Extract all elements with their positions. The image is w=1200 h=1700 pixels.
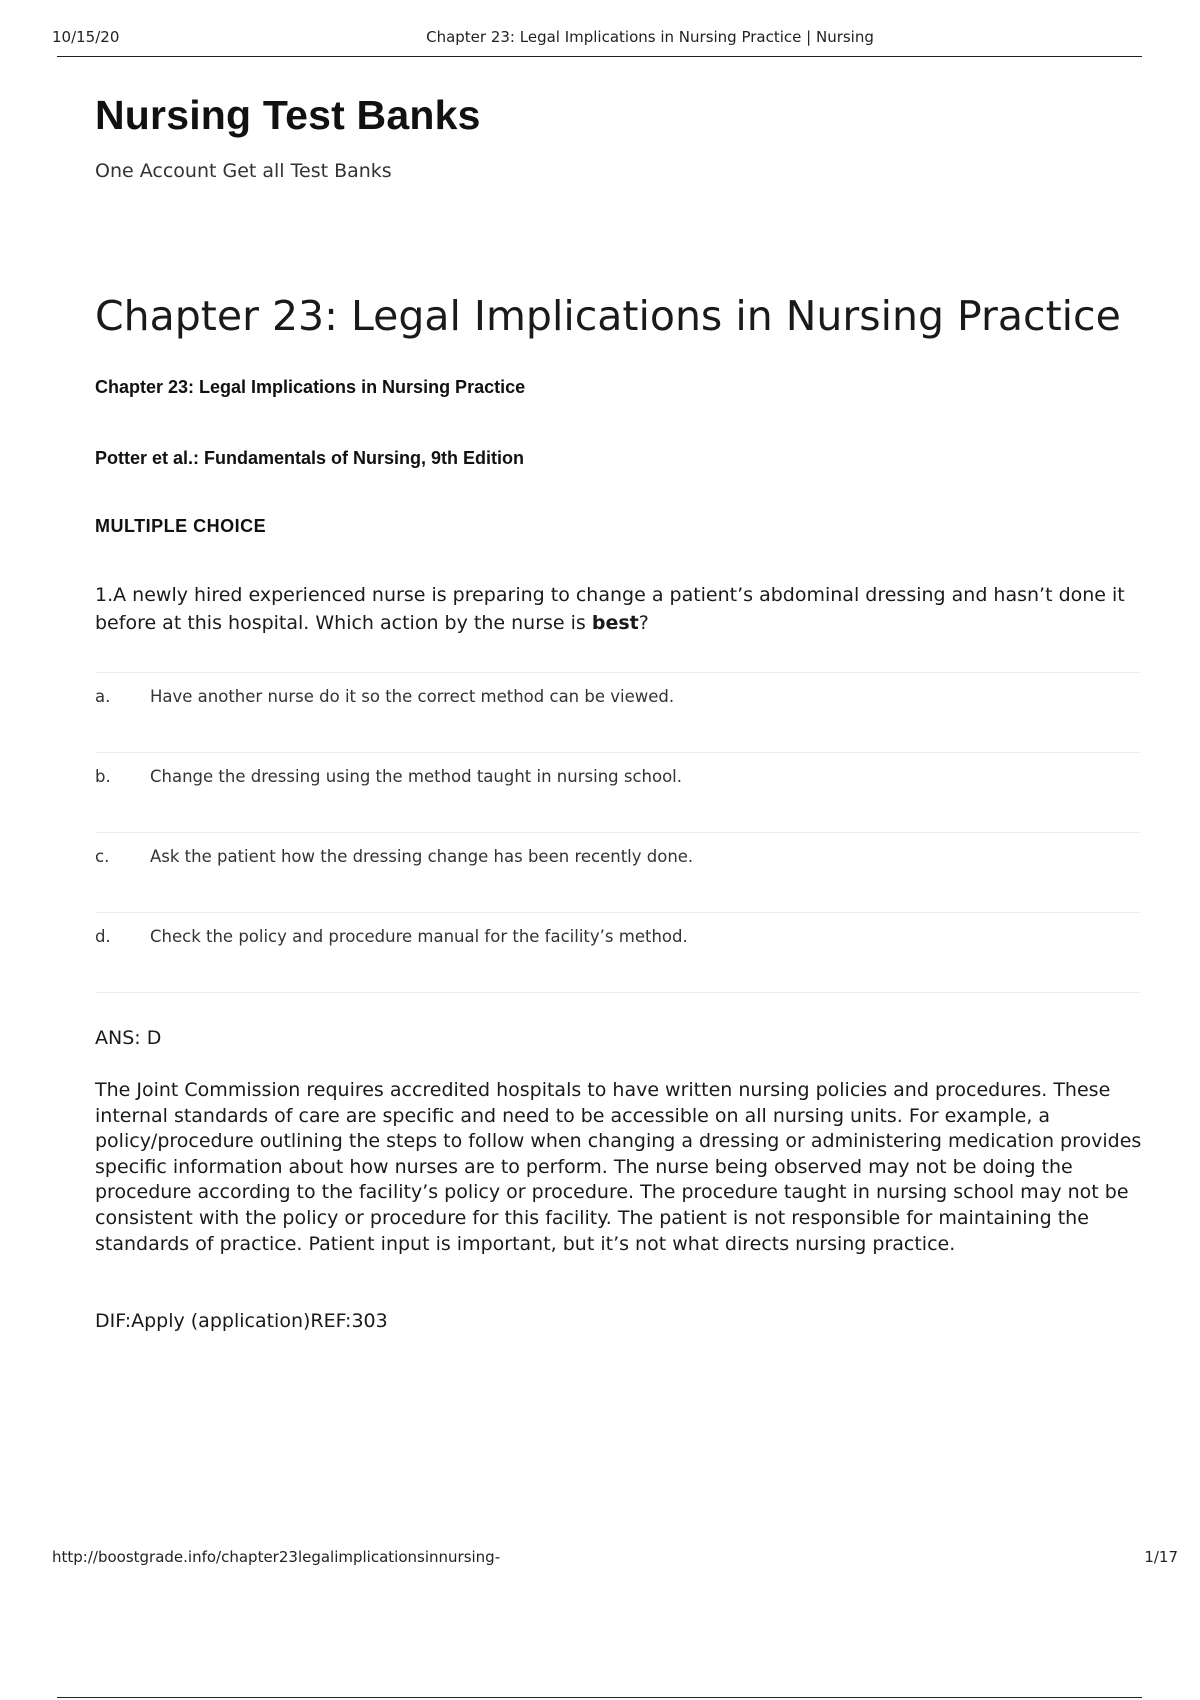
answer-rationale: The Joint Commission requires accredited hospitals to have written nursing policies and procedures. These internal standards of care are specific and need to be accessible on all nursing units. For example, a policy/procedure outlining the steps to follow when changing a dressing or administering medication provides specific information about how nurses are to perform. The nurse being observed may not be doing the procedure according to the facility’s policy or procedure. The procedure taught in nursing school may not be consistent with the policy or procedure for this facility. The patient is not responsible for maintaining the standards of practice. Patient input is important, but it’s not what directs nursing practice.: [95, 1079, 1142, 1255]
option-c: [95, 832, 1140, 912]
footer-divider: [57, 1697, 1142, 1698]
option-b: [95, 752, 1140, 832]
difficulty-reference: DIF:Apply (application)REF:303: [95, 1310, 388, 1332]
page-title: Chapter 23: Legal Implications in Nursing Practice: [95, 292, 1121, 340]
answer-options: [95, 672, 1140, 993]
question-end: ?: [638, 612, 649, 634]
print-header-title: Chapter 23: Legal Implications in Nursing Practice | Nursing: [426, 28, 874, 46]
option-text: Have another nurse do it so the correct method can be viewed.: [150, 687, 675, 706]
section-heading: MULTIPLE CHOICE: [95, 516, 267, 536]
question-number: 1.: [95, 584, 114, 606]
option-text: Ask the patient how the dressing change has been recently done.: [150, 847, 694, 866]
answer-key: ANS: D: [95, 1027, 162, 1049]
book-reference: Potter et al.: Fundamentals of Nursing, 9th Edition: [95, 448, 525, 468]
print-footer-url: http://boostgrade.info/chapter23legalimplicationsinnursing-: [52, 1548, 501, 1566]
question-stem: [95, 581, 1155, 637]
option-letter: d.: [95, 927, 111, 946]
header-divider: [57, 56, 1142, 57]
option-d: [95, 912, 1140, 993]
question-emphasis: best: [591, 612, 639, 634]
option-letter: b.: [95, 767, 111, 786]
option-letter: c.: [95, 847, 110, 866]
chapter-subtitle: Chapter 23: Legal Implications in Nursing Practice: [95, 377, 526, 397]
site-name-link[interactable]: Nursing Test Banks: [95, 92, 481, 138]
site-tagline: One Account Get all Test Banks: [95, 160, 392, 182]
page-number: 1/17: [1144, 1548, 1178, 1566]
option-letter: a.: [95, 687, 111, 706]
question-text: A newly hired experienced nurse is preparing to change a patient’s abdominal dressing and hasn’t done it before at this hospital. Which action by the nurse is: [95, 584, 1125, 634]
option-a: [95, 672, 1140, 752]
print-date: 10/15/20: [52, 28, 120, 46]
option-text: Change the dressing using the method taught in nursing school.: [150, 767, 683, 786]
option-text: Check the policy and procedure manual for the facility’s method.: [150, 927, 688, 946]
